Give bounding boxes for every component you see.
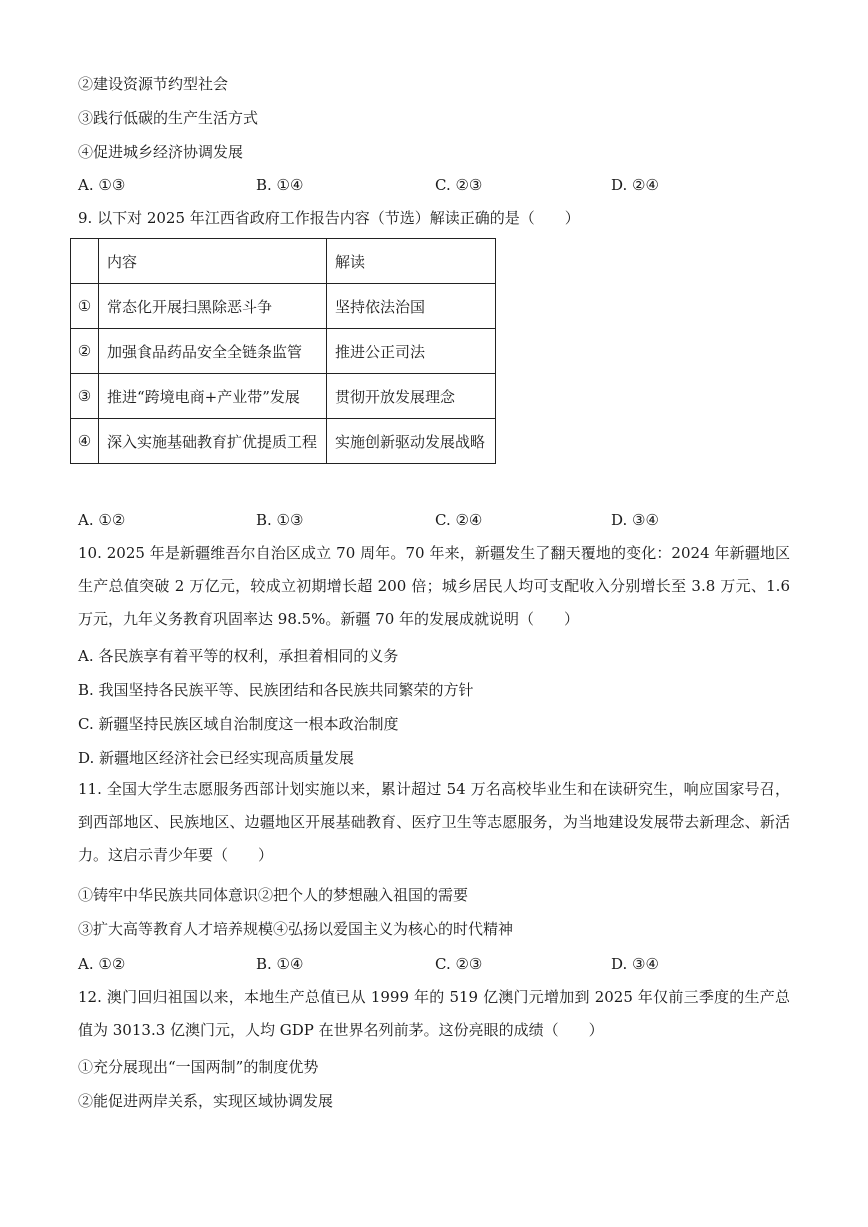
table-cell: 加强食品药品安全全链条监管 [99,329,327,374]
q11-options [78,954,798,974]
q10-option-b[interactable]: B. 我国坚持各民族平等、民族团结和各民族共同繁荣的方针 [78,681,474,699]
q11-option-c[interactable]: C. ②③ [435,955,483,973]
table-row [71,284,496,329]
table-cell: 常态化开展扫黑除恶斗争 [99,284,327,329]
q12-item-2: ②能促进两岸关系，实现区域协调发展 [78,1092,334,1110]
q12-item-1: ①充分展现出“一国两制”的制度优势 [78,1058,319,1076]
table-cell: 贯彻开放发展理念 [327,374,496,419]
q9-option-c[interactable]: C. ②④ [435,511,483,529]
table-row [71,374,496,419]
q9-option-d[interactable]: D. ③④ [611,511,659,529]
q8-option-c[interactable]: C. ②③ [435,176,483,194]
q8-item-3: ③践行低碳的生产生活方式 [78,109,259,127]
table-cell: 深入实施基础教育扩优提质工程 [99,419,327,464]
table-cell: ④ [71,419,99,464]
q11-option-b[interactable]: B. ①④ [256,955,304,973]
q11-option-d[interactable]: D. ③④ [611,955,659,973]
table-header-cell [71,239,99,284]
q10-stem: 10. 2025 年是新疆维吾尔自治区成立 70 周年。70 年来，新疆发生了翻天覆地的变化：2024 年新疆地区生产总值突破 2 万亿元，较成立初期增长超 200 倍；城乡居民人均可支配收入分别增长至 3.8 万元、1.6 万元，九年义务教育巩固率达 98.5%。新疆 70 年的发展成就说明（ ） [78,544,790,628]
q11-items-1: ①铸牢中华民族共同体意识②把个人的梦想融入祖国的需要 [78,886,469,904]
q11-stem: 11. 全国大学生志愿服务西部计划实施以来，累计超过 54 万名高校毕业生和在读研究生，响应国家号召，到西部地区、民族地区、边疆地区开展基础教育、医疗卫生等志愿服务，为当地建设发展带去新理念、新活力。这启示青少年要（ ） [78,780,790,864]
table-header-cell: 内容 [99,239,327,284]
q9-option-a[interactable]: A. ①② [78,511,126,529]
q8-item-2: ②建设资源节约型社会 [78,75,229,93]
table-cell: 坚持依法治国 [327,284,496,329]
table-header-row [71,239,496,284]
q12-stem: 12. 澳门回归祖国以来，本地生产总值已从 1999 年的 519 亿澳门元增加到 2025 年仅前三季度的生产总值为 3013.3 亿澳门元，人均 GDP 在世界名列前茅。这份亮眼的成绩（ ） [78,988,790,1039]
table-cell: ③ [71,374,99,419]
q9-stem: 9. 以下对 2025 年江西省政府工作报告内容（节选）解读正确的是（ ） [78,209,580,227]
q10-option-d[interactable]: D. 新疆地区经济社会已经实现高质量发展 [78,749,355,767]
q9-table [70,238,496,464]
table-header-cell: 解读 [327,239,496,284]
q10-option-a[interactable]: A. 各民族享有着平等的权利，承担着相同的义务 [78,647,399,665]
q11-option-a[interactable]: A. ①② [78,955,126,973]
table-row [71,419,496,464]
q9-options [78,510,798,530]
table-cell: 实施创新驱动发展战略 [327,419,496,464]
q8-options [78,175,798,195]
q11-items-2: ③扩大高等教育人才培养规模④弘扬以爱国主义为核心的时代精神 [78,920,514,938]
q10-option-c[interactable]: C. 新疆坚持民族区域自治制度这一根本政治制度 [78,715,399,733]
table-cell: 推进公正司法 [327,329,496,374]
q9-option-b[interactable]: B. ①③ [256,511,304,529]
table-cell: 推进“跨境电商+产业带”发展 [99,374,327,419]
table-cell: ② [71,329,99,374]
table-row [71,329,496,374]
q8-option-d[interactable]: D. ②④ [611,176,659,194]
q8-option-b[interactable]: B. ①④ [256,176,304,194]
table-cell: ① [71,284,99,329]
q8-item-4: ④促进城乡经济协调发展 [78,143,244,161]
q8-option-a[interactable]: A. ①③ [78,176,126,194]
